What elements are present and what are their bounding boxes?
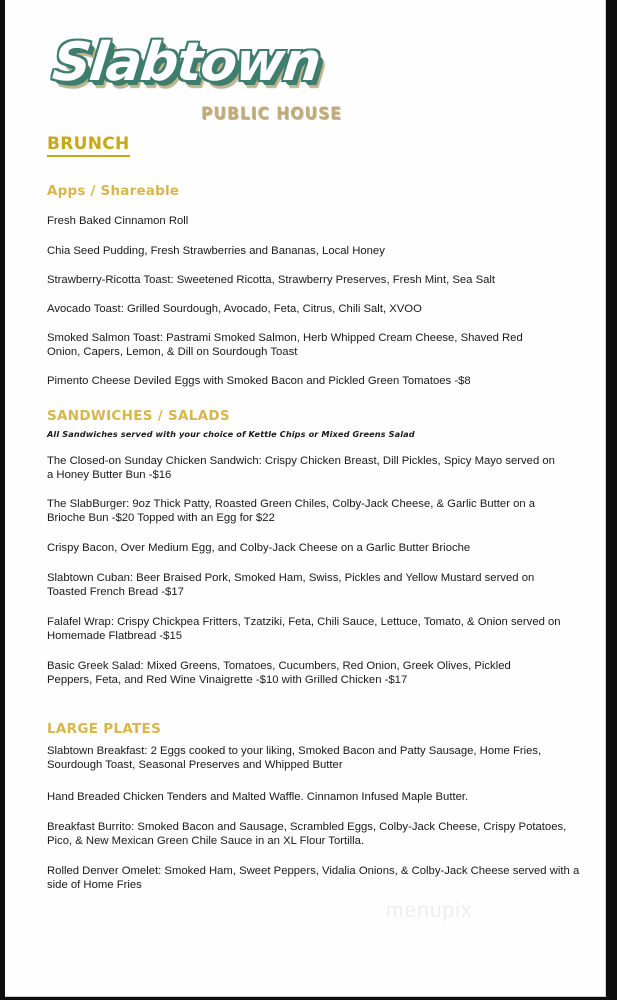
- menu-item: Basic Greek Salad: Mixed Greens, Tomatoes, Cucumbers, Red Onion, Greek Olives, Pickled Peppers, Feta, and Red Wine Vinaigrette -$10 with Grilled Chicken -$17: [47, 660, 511, 686]
- menu-item: Breakfast Burrito: Smoked Bacon and Sausage, Scrambled Eggs, Colby-Jack Cheese, Crispy Potatoes, Pico, & New Mexican Green Chile Sauce in an XL Flour Tortilla.: [47, 821, 567, 847]
- brand-tagline: PUBLIC HOUSE: [201, 104, 342, 124]
- menu-item: The Closed-on Sunday Chicken Sandwich: Crispy Chicken Breast, Dill Pickles, Spicy Mayo served on a Honey Butter Bun -$16: [47, 455, 555, 481]
- menu-item: Strawberry-Ricotta Toast: Sweetened Ricotta, Strawberry Preserves, Fresh Mint, Sea Salt: [47, 274, 496, 286]
- menu-item: Hand Breaded Chicken Tenders and Malted Waffle. Cinnamon Infused Maple Butter.: [47, 791, 469, 803]
- menu-item: The SlabBurger: 9oz Thick Patty, Roasted Green Chiles, Colby-Jack Cheese, & Garlic Butter on a Brioche Bun -$20 Topped with an Egg for $22: [47, 498, 536, 524]
- menu-item: Crispy Bacon, Over Medium Egg, and Colby-Jack Cheese on a Garlic Butter Brioche: [47, 542, 471, 554]
- section-heading-apps: Apps / Shareable: [47, 183, 180, 199]
- section-note-sandwiches: All Sandwiches served with your choice of Kettle Chips or Mixed Greens Salad: [47, 429, 415, 439]
- watermark: menupix: [386, 899, 473, 922]
- menu-item: Avocado Toast: Grilled Sourdough, Avocado, Feta, Citrus, Chili Salt, XVOO: [47, 303, 422, 315]
- section-heading-large-plates: LARGE PLATES: [47, 721, 162, 737]
- menu-item: Chia Seed Pudding, Fresh Strawberries and Bananas, Local Honey: [47, 245, 385, 257]
- menu-item: Falafel Wrap: Crispy Chickpea Fritters, Tzatziki, Feta, Chili Sauce, Lettuce, Tomato, & Onion served on Homemade Flatbread -$15: [47, 616, 561, 642]
- menu-item: Slabtown Cuban: Beer Braised Pork, Smoked Ham, Swiss, Pickles and Yellow Mustard served on Toasted French Bread -$17: [47, 572, 535, 598]
- menu-item: Slabtown Breakfast: 2 Eggs cooked to your liking, Smoked Bacon and Patty Sausage, Home Fries, Sourdough Toast, Seasonal Preserves and Whipped Butter: [47, 745, 542, 771]
- menu-item: Smoked Salmon Toast: Pastrami Smoked Salmon, Herb Whipped Cream Cheese, Shaved Red Onion, Capers, Lemon, & Dill on Sourdough Toast: [47, 332, 523, 358]
- menu-item: Pimento Cheese Deviled Eggs with Smoked Bacon and Pickled Green Tomatoes -$8: [47, 375, 471, 387]
- section-heading-sandwiches: SANDWICHES / SALADS: [47, 408, 230, 424]
- menu-sheet: [5, 0, 606, 997]
- page-title: BRUNCH: [47, 136, 130, 157]
- menu-item: Rolled Denver Omelet: Smoked Ham, Sweet Peppers, Vidalia Onions, & Colby-Jack Cheese served with a side of Home Fries: [47, 865, 580, 891]
- menu-item: Fresh Baked Cinnamon Roll: [47, 215, 189, 227]
- brand-logo: [49, 32, 342, 124]
- brand-name: Slabtown: [49, 32, 323, 93]
